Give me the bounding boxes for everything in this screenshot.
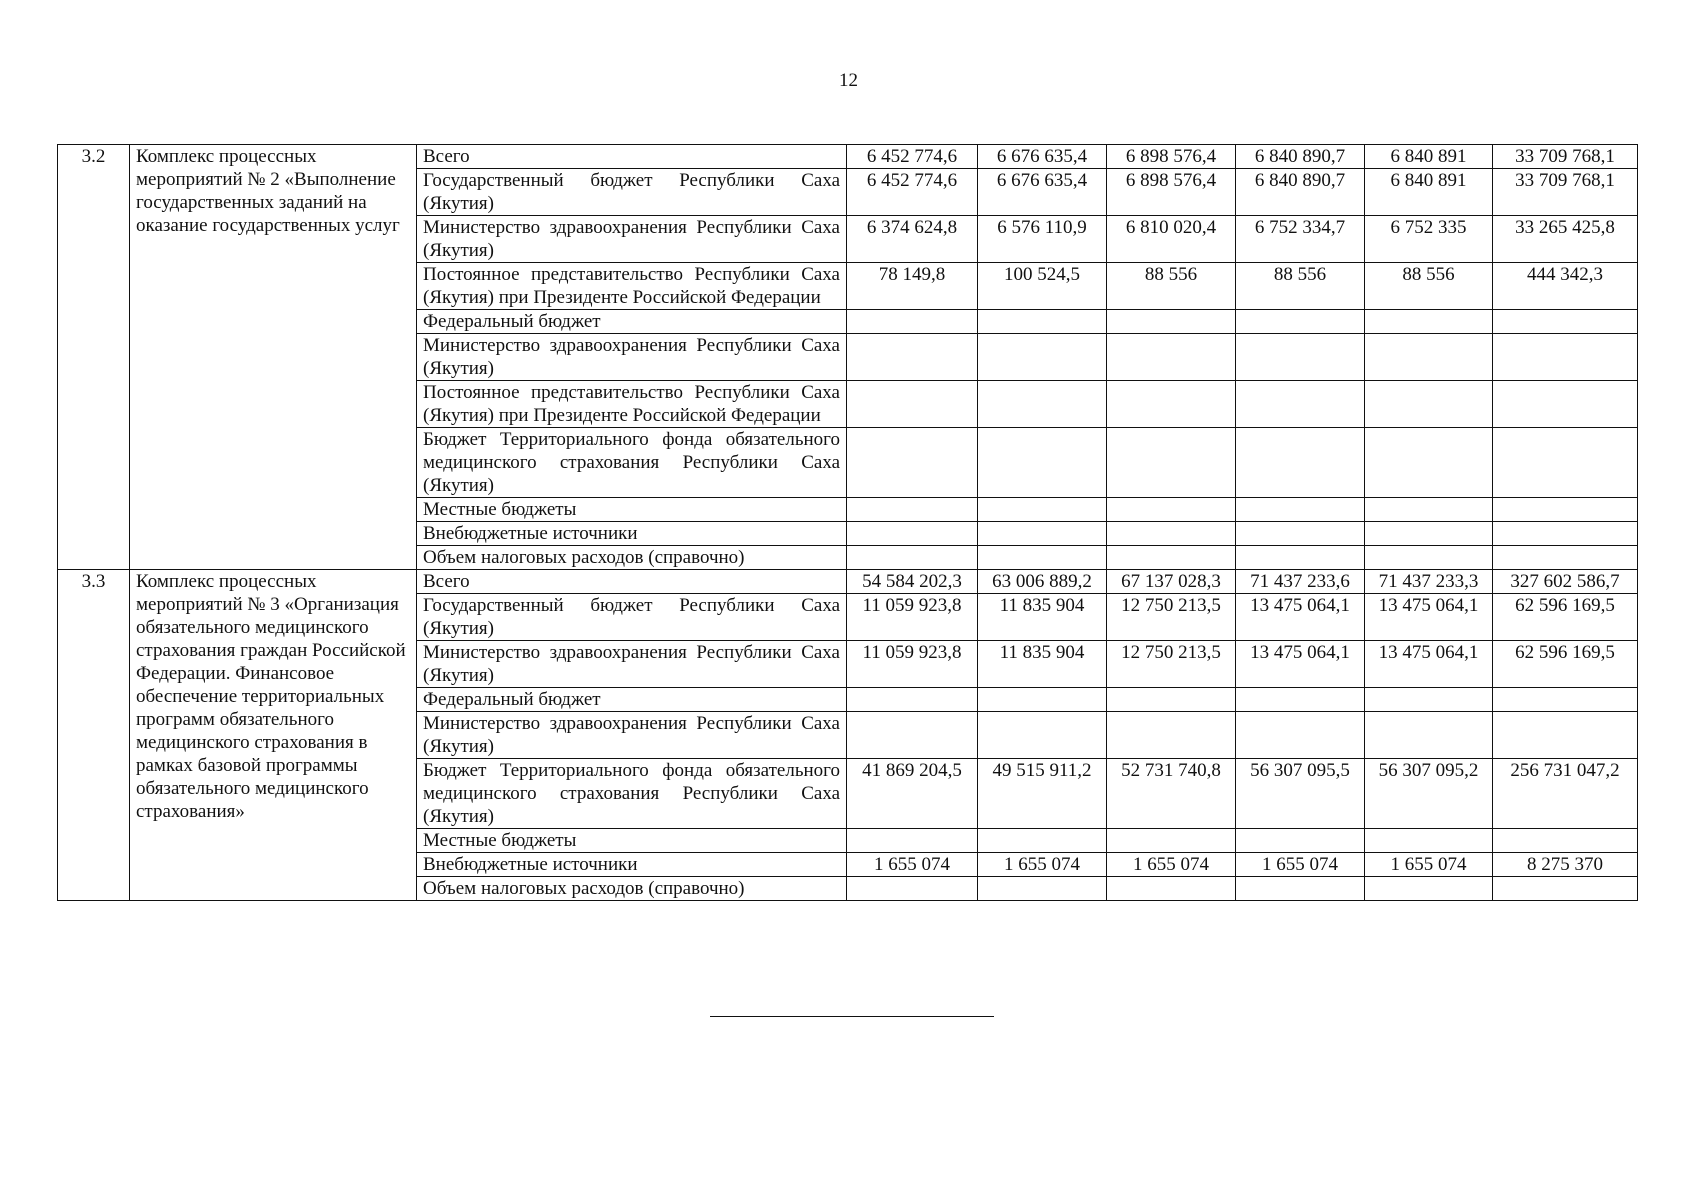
value-cell (847, 428, 978, 498)
value-cell (847, 522, 978, 546)
value-cell (978, 877, 1107, 901)
page-number: 12 (839, 70, 858, 91)
value-cell (1236, 688, 1365, 712)
value-cell: 6 898 576,4 (1107, 145, 1236, 169)
value-cell: 12 750 213,5 (1107, 594, 1236, 641)
value-cell (847, 688, 978, 712)
value-cell (1107, 829, 1236, 853)
value-cell (1236, 829, 1365, 853)
value-cell: 1 655 074 (847, 853, 978, 877)
funding-source: Государственный бюджет Республики Саха (Якутия) (417, 169, 847, 216)
value-cell (1107, 712, 1236, 759)
value-cell (1365, 877, 1493, 901)
value-cell: 71 437 233,3 (1365, 570, 1493, 594)
table-row (58, 145, 1638, 169)
value-total-cell: 327 602 586,7 (1493, 570, 1638, 594)
value-cell (1236, 522, 1365, 546)
value-total-cell (1493, 334, 1638, 381)
funding-source: Бюджет Территориального фонда обязательного медицинского страхования Республики Саха (Якутия) (417, 428, 847, 498)
value-cell: 54 584 202,3 (847, 570, 978, 594)
value-cell: 6 676 635,4 (978, 145, 1107, 169)
value-cell: 49 515 911,2 (978, 759, 1107, 829)
value-cell (1107, 688, 1236, 712)
funding-source: Местные бюджеты (417, 498, 847, 522)
table-body (58, 145, 1638, 901)
value-total-cell: 33 709 768,1 (1493, 169, 1638, 216)
value-cell (978, 381, 1107, 428)
value-cell (978, 498, 1107, 522)
value-cell (1365, 498, 1493, 522)
value-cell: 1 655 074 (978, 853, 1107, 877)
funding-source: Министерство здравоохранения Республики Саха (Якутия) (417, 216, 847, 263)
value-cell: 6 810 020,4 (1107, 216, 1236, 263)
value-cell (1107, 428, 1236, 498)
value-cell: 56 307 095,2 (1365, 759, 1493, 829)
value-total-cell (1493, 546, 1638, 570)
value-cell (1236, 498, 1365, 522)
value-cell (1236, 381, 1365, 428)
funding-source: Министерство здравоохранения Республики Саха (Якутия) (417, 641, 847, 688)
funding-source: Федеральный бюджет (417, 310, 847, 334)
value-cell: 41 869 204,5 (847, 759, 978, 829)
value-cell: 6 676 635,4 (978, 169, 1107, 216)
value-cell: 6 452 774,6 (847, 169, 978, 216)
value-cell (1365, 688, 1493, 712)
value-cell (978, 688, 1107, 712)
section-title: Комплекс процессных мероприятий № 2 «Выполнение государственных заданий на оказание государственных услуг (130, 145, 417, 570)
value-cell: 12 750 213,5 (1107, 641, 1236, 688)
budget-table (57, 144, 1638, 901)
value-cell: 6 752 335 (1365, 216, 1493, 263)
value-cell: 13 475 064,1 (1365, 641, 1493, 688)
value-cell (978, 310, 1107, 334)
value-cell (1365, 546, 1493, 570)
funding-source: Внебюджетные источники (417, 522, 847, 546)
value-total-cell: 444 342,3 (1493, 263, 1638, 310)
value-total-cell (1493, 310, 1638, 334)
value-total-cell (1493, 428, 1638, 498)
funding-source: Всего (417, 145, 847, 169)
value-total-cell: 62 596 169,5 (1493, 594, 1638, 641)
value-cell (847, 877, 978, 901)
value-total-cell (1493, 877, 1638, 901)
value-cell (1107, 334, 1236, 381)
value-cell: 6 752 334,7 (1236, 216, 1365, 263)
value-cell: 56 307 095,5 (1236, 759, 1365, 829)
funding-source: Бюджет Территориального фонда обязательного медицинского страхования Республики Саха (Якутия) (417, 759, 847, 829)
value-cell: 6 452 774,6 (847, 145, 978, 169)
value-total-cell: 256 731 047,2 (1493, 759, 1638, 829)
funding-source: Федеральный бюджет (417, 688, 847, 712)
value-cell (1365, 334, 1493, 381)
value-cell (1107, 522, 1236, 546)
value-cell (978, 712, 1107, 759)
funding-source: Государственный бюджет Республики Саха (Якутия) (417, 594, 847, 641)
table-row (58, 570, 1638, 594)
value-total-cell: 33 709 768,1 (1493, 145, 1638, 169)
value-cell: 6 576 110,9 (978, 216, 1107, 263)
value-cell (978, 522, 1107, 546)
value-total-cell (1493, 498, 1638, 522)
value-cell: 11 835 904 (978, 594, 1107, 641)
value-cell: 13 475 064,1 (1236, 641, 1365, 688)
value-cell (1236, 877, 1365, 901)
value-cell: 1 655 074 (1365, 853, 1493, 877)
value-cell (1365, 712, 1493, 759)
value-cell (1107, 381, 1236, 428)
value-total-cell: 62 596 169,5 (1493, 641, 1638, 688)
value-cell (1236, 712, 1365, 759)
value-cell: 11 059 923,8 (847, 594, 978, 641)
value-cell: 1 655 074 (1236, 853, 1365, 877)
value-cell (1365, 310, 1493, 334)
value-cell: 88 556 (1236, 263, 1365, 310)
value-cell (1365, 381, 1493, 428)
value-total-cell (1493, 522, 1638, 546)
value-cell: 52 731 740,8 (1107, 759, 1236, 829)
value-cell (1236, 310, 1365, 334)
value-cell (978, 334, 1107, 381)
value-total-cell: 33 265 425,8 (1493, 216, 1638, 263)
value-total-cell (1493, 829, 1638, 853)
value-cell: 13 475 064,1 (1236, 594, 1365, 641)
funding-source: Объем налоговых расходов (справочно) (417, 546, 847, 570)
footer-rule (710, 1016, 994, 1017)
funding-source: Министерство здравоохранения Республики Саха (Якутия) (417, 334, 847, 381)
funding-source: Местные бюджеты (417, 829, 847, 853)
funding-source: Внебюджетные источники (417, 853, 847, 877)
value-cell: 88 556 (1107, 263, 1236, 310)
funding-source: Министерство здравоохранения Республики Саха (Якутия) (417, 712, 847, 759)
value-cell (978, 428, 1107, 498)
funding-source: Всего (417, 570, 847, 594)
value-cell: 11 835 904 (978, 641, 1107, 688)
value-total-cell (1493, 712, 1638, 759)
section-number: 3.2 (58, 145, 130, 570)
value-cell (1236, 334, 1365, 381)
value-cell (847, 546, 978, 570)
value-cell: 6 840 890,7 (1236, 145, 1365, 169)
value-cell (1365, 829, 1493, 853)
value-cell (847, 310, 978, 334)
value-cell (847, 381, 978, 428)
value-cell (1107, 877, 1236, 901)
value-cell (1107, 546, 1236, 570)
value-total-cell (1493, 381, 1638, 428)
value-cell (847, 712, 978, 759)
funding-source: Объем налоговых расходов (справочно) (417, 877, 847, 901)
value-cell (1107, 498, 1236, 522)
value-cell (1107, 310, 1236, 334)
value-cell (1236, 546, 1365, 570)
value-cell (1236, 428, 1365, 498)
section-number: 3.3 (58, 570, 130, 901)
value-cell (978, 546, 1107, 570)
funding-source: Постоянное представительство Республики Саха (Якутия) при Президенте Российской Федерации (417, 263, 847, 310)
value-cell: 71 437 233,6 (1236, 570, 1365, 594)
value-cell: 100 524,5 (978, 263, 1107, 310)
value-cell (847, 498, 978, 522)
value-cell (1365, 522, 1493, 546)
value-cell: 6 840 890,7 (1236, 169, 1365, 216)
value-cell: 78 149,8 (847, 263, 978, 310)
value-cell (847, 334, 978, 381)
value-cell (847, 829, 978, 853)
value-cell: 6 374 624,8 (847, 216, 978, 263)
value-total-cell: 8 275 370 (1493, 853, 1638, 877)
value-cell (1365, 428, 1493, 498)
value-cell: 11 059 923,8 (847, 641, 978, 688)
value-cell: 6 898 576,4 (1107, 169, 1236, 216)
value-cell: 1 655 074 (1107, 853, 1236, 877)
value-cell: 6 840 891 (1365, 169, 1493, 216)
value-total-cell (1493, 688, 1638, 712)
section-title: Комплекс процессных мероприятий № 3 «Организация обязательного медицинского страхования граждан Российской Федерации. Финансовое обеспечение территориальных программ обязательного медицинского страхования в рамках базовой программы обязательного медицинского страхования» (130, 570, 417, 901)
value-cell: 88 556 (1365, 263, 1493, 310)
value-cell: 63 006 889,2 (978, 570, 1107, 594)
value-cell (978, 829, 1107, 853)
value-cell: 67 137 028,3 (1107, 570, 1236, 594)
funding-source: Постоянное представительство Республики Саха (Якутия) при Президенте Российской Федерации (417, 381, 847, 428)
value-cell: 6 840 891 (1365, 145, 1493, 169)
value-cell: 13 475 064,1 (1365, 594, 1493, 641)
